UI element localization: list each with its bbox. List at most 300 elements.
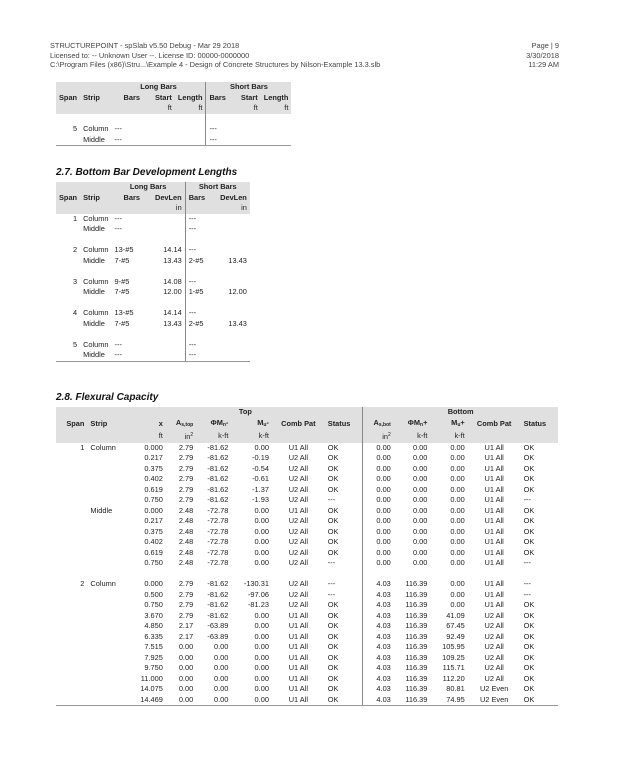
col-mu-pos: $M_u+$ (451, 417, 465, 428)
cell-comb-pat-bot: U1 All (484, 505, 504, 515)
group-long-bars: Long Bars (140, 82, 177, 91)
cell-status-bot: OK (523, 673, 535, 683)
unit-ft: ft (167, 103, 172, 112)
cell-comb-pat-bot: U2 All (484, 663, 504, 672)
cell-mu-neg: -0.54 (252, 463, 269, 473)
cell-status: OK (327, 642, 339, 651)
cell-long-bars: --- (112, 350, 143, 361)
cell-span (56, 453, 87, 464)
cell-strip (87, 611, 128, 622)
top-bar-table (56, 82, 291, 146)
table-row (56, 600, 558, 611)
cell-mu-pos: 0.00 (450, 600, 465, 609)
cell-short-bars: --- (185, 340, 208, 351)
cell-long-bars: 7-#5 (114, 287, 130, 296)
cell-strip (87, 663, 128, 674)
table-row (56, 350, 250, 361)
cell-status-bot: OK (523, 484, 535, 494)
col-span: Span (59, 192, 78, 202)
cell-as-bot: 0.00 (363, 516, 394, 527)
cell-mu-neg: 0.00 (254, 505, 269, 515)
cell-mu-pos: 0.00 (450, 484, 465, 494)
cell-comb-pat-bot: U2 All (484, 642, 504, 651)
unit-ft: ft (158, 431, 163, 440)
cell-comb-pat-bot: U1 All (484, 589, 504, 599)
cell-as-top: 2.48 (178, 516, 194, 525)
cell-comb-pat: U2 All (288, 600, 309, 609)
section-title-flexural: 2.8. Flexural Capacity (56, 392, 159, 403)
cell-strip (87, 653, 128, 664)
cell-phimn-pos: 116.39 (405, 663, 428, 672)
cell-as-top: 2.17 (178, 621, 194, 630)
cell-x: 9.750 (144, 663, 163, 672)
cell-strip (87, 453, 128, 464)
cell-strip (87, 642, 128, 653)
cell-status: OK (325, 695, 363, 706)
cell-comb-pat: U2 All (288, 453, 309, 462)
cell-short-bars: --- (185, 350, 208, 361)
cell-mu-neg: -0.61 (252, 474, 269, 483)
cell-short-bars: --- (185, 245, 208, 256)
cell-as-bot: 0.00 (363, 453, 394, 464)
unit-in: in (175, 203, 182, 212)
table-row (56, 298, 250, 309)
table-row (56, 548, 558, 559)
cell-span (56, 558, 87, 569)
cell-short-bars: 1-#5 (185, 287, 208, 298)
cell-status: OK (327, 663, 339, 672)
group-short-bars: Short Bars (206, 82, 291, 93)
table-row (56, 569, 558, 580)
table-row (56, 245, 250, 256)
cell-long-devlen: 12.00 (163, 287, 182, 296)
cell-x: 0.000 (144, 579, 163, 588)
cell-strip: Column (83, 245, 109, 254)
cell-x: 6.335 (144, 631, 163, 641)
cell-as-top: 0.00 (166, 695, 196, 706)
cell-status: OK (327, 453, 339, 462)
table-row (56, 516, 558, 527)
cell-short-bars: 2-#5 (185, 256, 208, 267)
table-row (56, 537, 558, 548)
cell-mu-pos: 0.00 (450, 453, 465, 462)
cell-comb-pat-bot: U1 All (484, 579, 504, 588)
cell-span (56, 684, 87, 695)
cell-span (56, 224, 80, 235)
cell-status-bot: OK (521, 695, 558, 706)
cell-phimn-pos: 116.39 (405, 673, 428, 683)
dev-length-table (56, 182, 250, 362)
cell-comb-pat: U1 All (288, 631, 309, 641)
cell-mu-neg: -1.93 (252, 495, 269, 504)
cell-status: OK (327, 484, 339, 494)
cell-as-top: 2.79 (178, 589, 194, 599)
cell-strip (87, 548, 128, 559)
cell-as-bot: 4.03 (363, 579, 394, 590)
cell-comb-pat-bot: U1 All (484, 526, 504, 536)
cell-span (56, 695, 87, 706)
cell-phimn-pos: 116.39 (405, 652, 428, 662)
cell-status: --- (327, 589, 336, 599)
cell-mu-pos: 0.00 (450, 442, 465, 452)
cell-span (56, 590, 87, 601)
cell-status: --- (327, 495, 336, 504)
cell-status: OK (327, 673, 339, 683)
table-row (56, 135, 291, 146)
cell-mu-neg: 0.00 (231, 695, 272, 706)
cell-status-bot: OK (523, 684, 535, 693)
cell-mu-pos: 92.49 (446, 631, 465, 641)
cell-status-bot: OK (523, 442, 535, 452)
cell-span (56, 642, 87, 653)
cell-as-bot: 0.00 (363, 558, 394, 569)
cell-comb-pat: U1 All (288, 505, 309, 515)
cell-status-bot: OK (523, 516, 535, 525)
cell-phimn-neg: -81.62 (207, 579, 229, 588)
cell-long-bars: 13-#5 (114, 308, 134, 317)
cell-strip: Middle (83, 318, 105, 328)
cell-phimn-pos: 0.00 (413, 495, 428, 504)
table-row (56, 632, 558, 643)
cell-strip (87, 516, 128, 527)
cell-as-top: 2.48 (178, 558, 194, 567)
cell-long-bars: --- (112, 135, 143, 146)
cell-status: OK (327, 600, 339, 609)
cell-span (56, 350, 80, 361)
cell-mu-pos: 74.95 (430, 695, 467, 706)
table-row (56, 663, 558, 674)
cell-comb-pat-bot: U1 All (484, 600, 504, 609)
cell-comb-pat: U2 All (288, 495, 309, 504)
cell-mu-pos: 41.09 (446, 610, 465, 620)
cell-phimn-pos: 0.00 (413, 474, 428, 483)
cell-long-bars: 7-#5 (114, 255, 130, 265)
col-devlen: DevLen (154, 192, 182, 202)
table-row (56, 642, 558, 653)
cell-long-bars: --- (114, 339, 122, 349)
cell-as-top: 2.48 (178, 505, 194, 515)
cell-phimn-pos: 0.00 (413, 484, 428, 494)
unit-in2: $in^2$ (363, 430, 394, 443)
cell-mu-neg: 0.00 (254, 442, 269, 452)
cell-short-devlen (208, 214, 250, 225)
cell-status: OK (327, 463, 339, 473)
col-devlen-short: DevLen (220, 192, 247, 202)
cell-phimn-neg: -81.62 (207, 589, 229, 599)
cell-short-devlen: 13.43 (228, 255, 247, 265)
table-row (56, 124, 291, 135)
cell-phimn-pos: 116.39 (405, 684, 428, 693)
cell-status: OK (327, 505, 339, 515)
col-bars: Bars (123, 92, 140, 102)
cell-comb-pat: U2 All (288, 589, 309, 599)
cell-phimn-neg: 0.00 (196, 695, 231, 706)
cell-long-devlen (143, 224, 185, 235)
cell-short-devlen (208, 340, 250, 351)
cell-strip: Column (83, 276, 109, 286)
cell-strip: Middle (80, 135, 111, 146)
col-length-short: Length (263, 92, 289, 102)
table-row (56, 684, 558, 695)
cell-short-bars: --- (185, 308, 208, 319)
cell-comb-pat: U2 All (288, 537, 309, 546)
cell-phimn-neg: -81.62 (207, 442, 229, 452)
cell-comb-pat-bot: U1 All (484, 463, 504, 473)
table-row (56, 464, 558, 475)
cell-span: 2 (80, 579, 85, 588)
cell-phimn-neg: -63.89 (207, 631, 229, 641)
cell-span (56, 527, 87, 538)
col-phimn-pos: $\Phi M_n+$ (407, 417, 428, 428)
cell-as-bot: 0.00 (363, 474, 394, 485)
cell-status: OK (327, 610, 339, 620)
group-bottom: Bottom (363, 407, 558, 418)
cell-phimn-neg: -81.62 (207, 484, 229, 494)
header-file-path: C:\Program Files (x86)\Stru...\Example 4 - Design of Concrete Structures by Nilson-Example 13.3.slb (50, 60, 381, 70)
cell-status-bot: --- (523, 495, 531, 504)
cell-span (56, 464, 87, 475)
cell-comb-pat: U2 All (288, 579, 309, 588)
table-row (56, 653, 558, 664)
cell-long-start (143, 135, 175, 146)
cell-comb-pat: U2 All (288, 526, 309, 536)
col-strip: Strip (90, 418, 108, 428)
unit-kft: k-ft (218, 431, 229, 440)
table-row (56, 485, 558, 496)
cell-mu-pos: 0.00 (450, 537, 465, 546)
table-row (56, 340, 250, 351)
cell-phimn-pos: 0.00 (413, 516, 428, 525)
cell-status: OK (327, 474, 339, 483)
table-row (56, 266, 250, 277)
cell-as-bot: 0.00 (363, 548, 394, 559)
cell-mu-pos: 105.95 (442, 642, 465, 651)
cell-status: OK (327, 442, 339, 452)
report-header-right (526, 41, 559, 70)
table-row (56, 674, 558, 685)
cell-as-bot: 0.00 (363, 495, 394, 506)
flexural-capacity-table (56, 407, 558, 706)
col-mu-neg: $M_u-$ (257, 417, 269, 428)
cell-mu-neg: 0.00 (254, 610, 269, 620)
cell-strip (87, 684, 128, 695)
col-start: Start (154, 92, 172, 102)
cell-phimn-pos: 0.00 (413, 453, 428, 462)
cell-mu-pos: 0.00 (450, 516, 465, 525)
cell-comb-pat-bot: U1 All (484, 537, 504, 546)
cell-as-bot: 4.03 (363, 621, 394, 632)
cell-span (56, 548, 87, 559)
table-row (56, 611, 558, 622)
cell-long-bars: 9-#5 (114, 276, 130, 286)
cell-as-bot: 4.03 (363, 632, 394, 643)
cell-comb-pat: U1 All (288, 663, 309, 672)
cell-strip: Middle (83, 287, 105, 296)
cell-mu-pos: 0.00 (450, 474, 465, 483)
cell-status-bot: OK (523, 474, 535, 483)
cell-status-bot: OK (523, 547, 535, 557)
cell-status: OK (327, 537, 339, 546)
table-row (56, 329, 250, 340)
cell-span (56, 256, 80, 267)
cell-status-bot: OK (523, 631, 535, 641)
cell-span: 2 (72, 245, 78, 254)
cell-as-bot: 4.03 (363, 684, 394, 695)
cell-mu-neg: 0.00 (254, 516, 269, 525)
cell-status: OK (327, 516, 339, 525)
cell-phimn-neg: -81.62 (207, 453, 229, 462)
cell-short-devlen (208, 245, 250, 256)
cell-long-bars: 13-#5 (114, 245, 134, 254)
cell-mu-neg: -81.23 (247, 600, 269, 609)
cell-mu-pos: 0.00 (450, 505, 465, 515)
cell-phimn-pos: 116.39 (405, 579, 428, 588)
cell-as-bot: 4.03 (363, 663, 394, 674)
cell-status: OK (327, 684, 339, 693)
cell-as-bot: 4.03 (363, 611, 394, 622)
cell-short-bars: 2-#5 (185, 319, 208, 330)
col-phimn-neg: $\Phi M_n-$ (210, 417, 229, 428)
col-strip: Strip (83, 92, 100, 102)
cell-span (56, 495, 87, 506)
report-time: 11:29 AM (528, 60, 559, 70)
cell-mu-neg: -1.37 (252, 484, 269, 494)
cell-strip (87, 558, 128, 569)
cell-as-top: 2.79 (178, 495, 194, 504)
cell-as-top: 0.00 (178, 663, 194, 672)
col-status: Status (327, 418, 351, 428)
cell-comb-pat-bot: U1 All (484, 484, 504, 494)
col-x: x (158, 418, 163, 428)
table-row (56, 527, 558, 538)
cell-x: 0.217 (144, 516, 163, 525)
cell-mu-neg: -0.19 (252, 453, 269, 462)
col-span: Span (66, 418, 85, 428)
cell-mu-pos: 80.81 (446, 684, 465, 693)
cell-long-length (175, 135, 206, 146)
cell-mu-pos: 0.00 (450, 558, 465, 567)
cell-phimn-pos: 116.39 (405, 621, 428, 630)
cell-short-start (229, 124, 261, 135)
cell-x: 7.925 (144, 652, 163, 662)
cell-as-top: 2.79 (178, 442, 194, 452)
cell-short-bars: --- (185, 277, 208, 288)
cell-status-bot: OK (523, 526, 535, 536)
cell-status-bot: OK (523, 600, 535, 609)
cell-status: OK (327, 652, 339, 662)
cell-as-bot: 0.00 (363, 464, 394, 475)
cell-x: 7.515 (144, 642, 163, 651)
cell-phimn-pos: 116.39 (394, 695, 431, 706)
cell-span (56, 632, 87, 643)
cell-mu-pos: 0.00 (450, 579, 465, 588)
col-as-top: $A_{s,top}$ (175, 417, 194, 428)
cell-strip (87, 674, 128, 685)
cell-long-bars: --- (114, 213, 122, 223)
cell-strip: Middle (90, 505, 113, 515)
cell-x: 14.075 (140, 684, 163, 693)
cell-phimn-neg: -81.62 (207, 610, 229, 620)
cell-phimn-neg: -72.78 (207, 537, 229, 546)
cell-comb-pat: U2 All (288, 474, 309, 483)
cell-comb-pat-bot: U1 All (484, 558, 504, 567)
cell-short-devlen (208, 277, 250, 288)
table-row (56, 308, 250, 319)
table-row (56, 319, 250, 330)
cell-as-top: 2.79 (178, 600, 194, 609)
cell-phimn-neg: -72.78 (207, 516, 229, 525)
header-license: Licensed to: -- Unknown User --. License ID: 00000-0000000 (50, 50, 250, 60)
cell-as-top: 2.79 (178, 463, 194, 473)
cell-mu-pos: 0.00 (450, 547, 465, 557)
report-date: 3/30/2018 (526, 50, 559, 60)
cell-short-length (261, 124, 292, 135)
cell-x: 4.850 (144, 621, 163, 630)
col-bars: Bars (123, 192, 140, 202)
cell-status: OK (327, 621, 339, 630)
cell-short-bars: --- (206, 135, 229, 146)
cell-comb-pat: U2 All (288, 558, 309, 567)
cell-span: 4 (72, 308, 78, 317)
col-start-short: Start (240, 92, 258, 102)
cell-x: 0.217 (144, 453, 163, 462)
col-strip: Strip (83, 192, 100, 202)
cell-x: 0.375 (144, 526, 163, 536)
cell-phimn-pos: 0.00 (413, 442, 428, 452)
cell-as-top: 2.79 (178, 579, 194, 588)
cell-x: 0.750 (144, 558, 163, 567)
cell-status-bot: OK (523, 652, 535, 662)
cell-phimn-neg: -81.62 (207, 495, 229, 504)
cell-phimn-pos: 116.39 (405, 610, 428, 620)
cell-phimn-neg: -81.62 (207, 474, 229, 483)
table-row (56, 590, 558, 601)
cell-as-top: 2.48 (178, 547, 194, 557)
group-short-bars: Short Bars (185, 182, 250, 193)
cell-status-bot: OK (523, 505, 535, 515)
cell-long-devlen (143, 350, 185, 361)
cell-as-bot: 4.03 (363, 590, 394, 601)
cell-as-top: 0.00 (178, 642, 194, 651)
group-long-bars: Long Bars (129, 182, 167, 191)
cell-as-bot: 4.03 (363, 674, 394, 685)
cell-long-bars: 7-#5 (114, 318, 130, 328)
cell-strip: Column (90, 442, 116, 452)
cell-as-top: 0.00 (178, 673, 194, 683)
table-row (56, 443, 558, 454)
cell-long-devlen: 14.14 (163, 245, 182, 254)
cell-as-bot: 0.00 (363, 443, 394, 454)
cell-short-bars: --- (185, 214, 208, 225)
cell-long-start (143, 124, 175, 135)
cell-comb-pat: U2 All (288, 516, 309, 525)
col-comb-pat: Comb Pat (281, 418, 316, 428)
cell-span: 5 (72, 339, 78, 349)
table-row (56, 453, 558, 464)
cell-x: 0.000 (144, 442, 163, 452)
cell-strip (87, 590, 128, 601)
cell-status-bot: OK (523, 537, 535, 546)
cell-long-devlen: 13.43 (163, 318, 182, 328)
cell-phimn-pos: 116.39 (405, 589, 428, 599)
cell-phimn-pos: 0.00 (413, 505, 428, 515)
cell-comb-pat-bot: U1 All (484, 547, 504, 557)
cell-status-bot: OK (523, 642, 535, 651)
cell-span: 1 (72, 213, 78, 223)
cell-mu-neg: -130.31 (243, 579, 269, 588)
cell-mu-pos: 109.25 (442, 652, 465, 662)
cell-span (56, 516, 87, 527)
